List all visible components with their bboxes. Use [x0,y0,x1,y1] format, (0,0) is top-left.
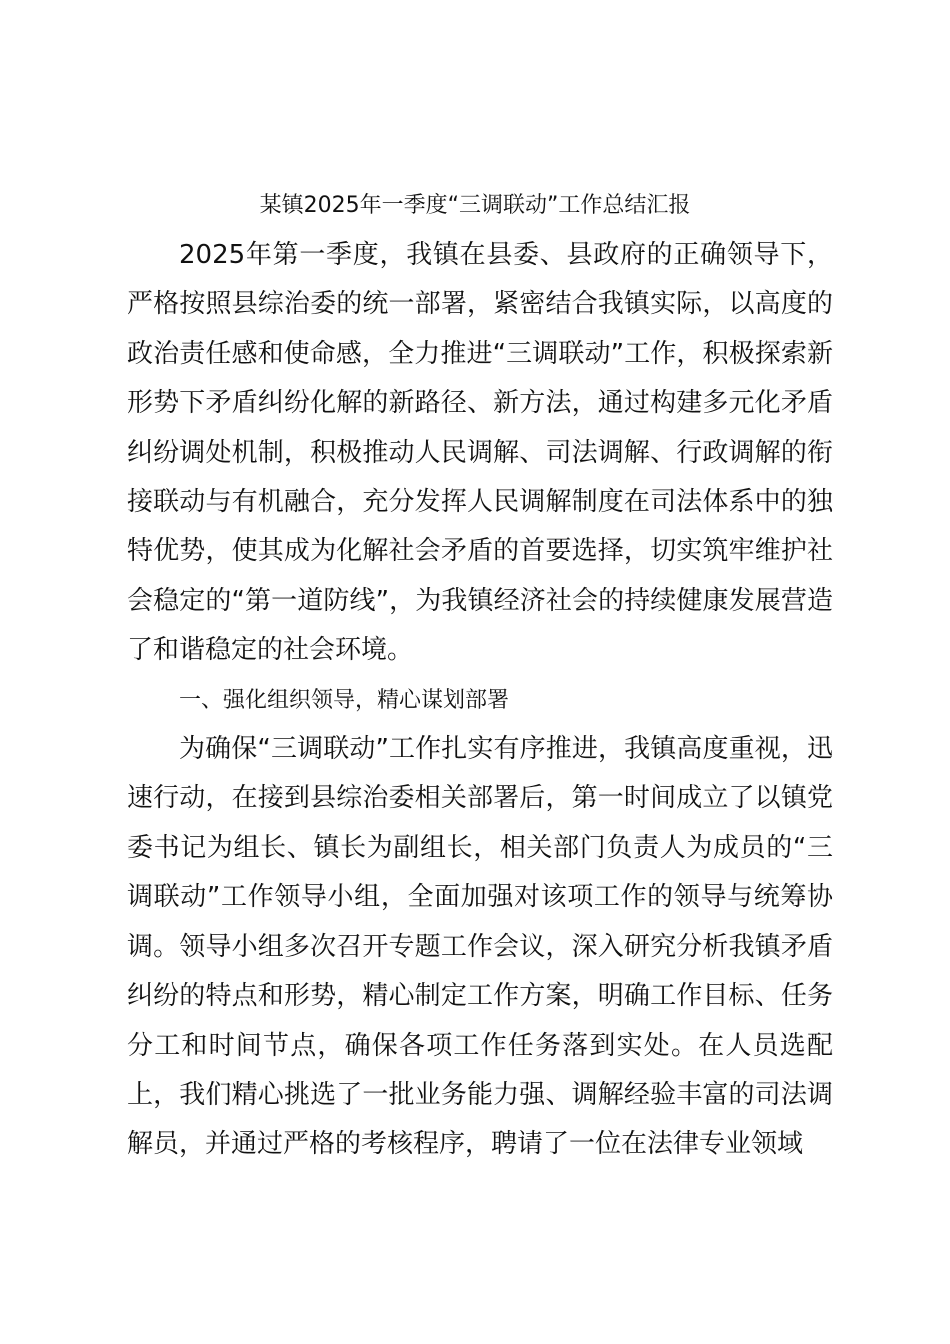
document-title: 某镇2025年一季度“三调联动”工作总结汇报 [259,193,691,218]
section-heading: 一、强化组织领导，精心谋划部署 [179,687,510,713]
paragraph-section-1: 为确保“三调联动”工作扎实有序推进，我镇高度重视，迅速行动，在接到县综治委相关部署后，第一时间成立了以镇党委书记为组长、镇长为副组长，相关部门负责人为成员的“三调联动”工作领导小组，全面加强对该项工作的领导与统筹协调。领导小组多次召开专题工作会议，深入研究分析我镇矛盾纠纷的特点和形势，精心制定工作方案，明确工作目标、任务分工和时间节点，确保各项工作任务落到实处。在人员选配上，我们精心挑选了一批业务能力强、调解经验丰富的司法调解员，并通过严格的考核程序，聘请了一位在法律专业领域 [127,734,833,1160]
document-body [127,231,833,1170]
paragraph-intro: 2025年第一季度，我镇在县委、县政府的正确领导下，严格按照县综治委的统一部署，紧密结合我镇实际，以高度的政治责任感和使命感，全力推进“三调联动”工作，积极探索新形势下矛盾纠纷化解的新路径、新方法，通过构建多元化矛盾纠纷调处机制，积极推动人民调解、司法调解、行政调解的衔接联动与有机融合，充分发挥人民调解制度在司法体系中的独特优势，使其成为化解社会矛盾的首要选择，切实筑牢维护社会稳定的“第一道防线”，为我镇经济社会的持续健康发展营造了和谐稳定的社会环境。 [127,240,833,666]
